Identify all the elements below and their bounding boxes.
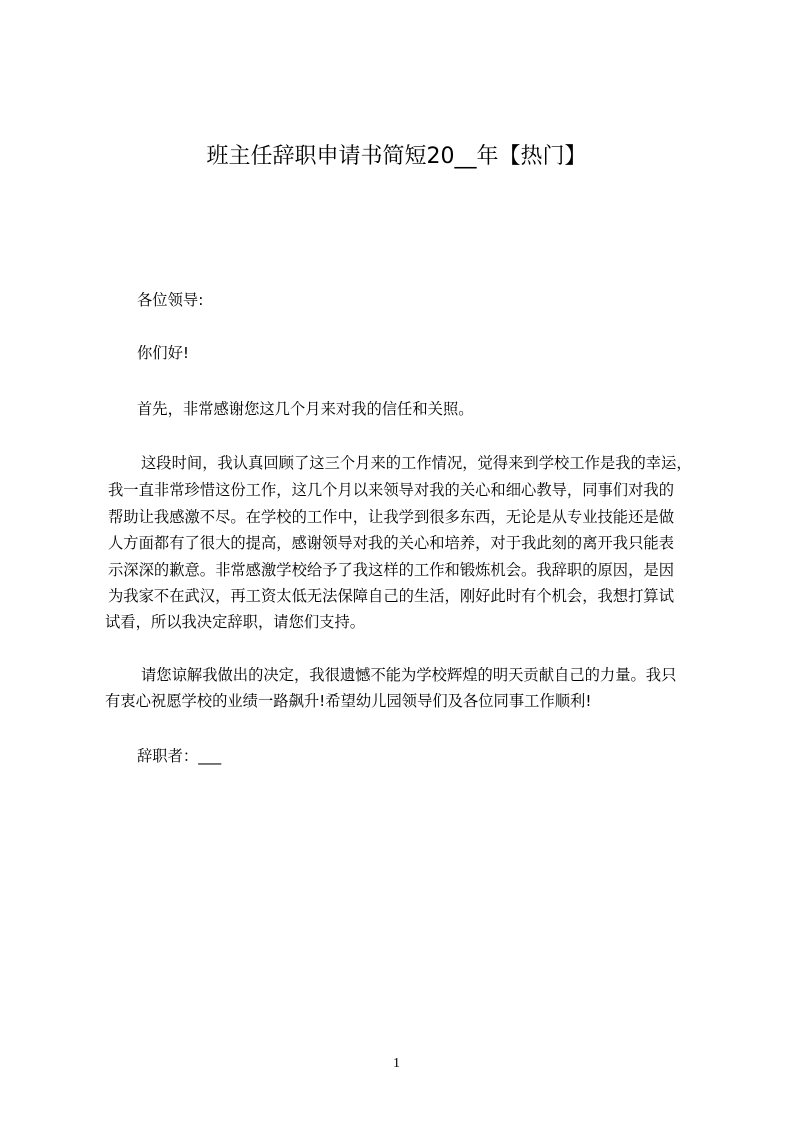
paragraph-line: 帮助让我感激不尽。在学校的工作中，让我学到很多东西，无论是从专业技能还是做 (108, 508, 674, 526)
salutation: 各位领导: (137, 291, 204, 309)
page-number: 1 (393, 1056, 400, 1071)
signature: 辞职者：___ (137, 747, 222, 765)
document-title: 班主任辞职申请书简短20__年【热门】 (206, 144, 587, 169)
paragraph-line: 试看，所以我决定辞职，请您们支持。 (105, 613, 366, 631)
paragraph-line: 示深深的歉意。非常感激学校给予了我这样的工作和锻炼机会。我辞职的原因，是因 (108, 561, 674, 579)
paragraph-line: 请您谅解我做出的决定，我很遗憾不能为学校辉煌的明天贡献自己的力量。我只 (141, 666, 677, 684)
paragraph-line: 人方面都有了很大的提高，感谢领导对我的关心和培养，对于我此刻的离开我只能表 (108, 534, 674, 552)
paragraph-line: 这段时间，我认真回顾了这三个月来的工作情况，觉得来到学校工作是我的幸运， (141, 454, 692, 472)
paragraph-thanks: 首先，非常感谢您这几个月来对我的信任和关照。 (137, 400, 474, 418)
greeting: 你们好! (137, 344, 190, 362)
paragraph-line: 有衷心祝愿学校的业绩一路飙升!希望幼儿园领导们及各位同事工作顺利! (105, 692, 592, 710)
paragraph-line: 为我家不在武汉，再工资太低无法保障自己的生活，刚好此时有个机会，我想打算试 (108, 587, 674, 605)
paragraph-line: 我一直非常珍惜这份工作，这几个月以来领导对我的关心和细心教导，同事们对我的 (108, 481, 674, 499)
